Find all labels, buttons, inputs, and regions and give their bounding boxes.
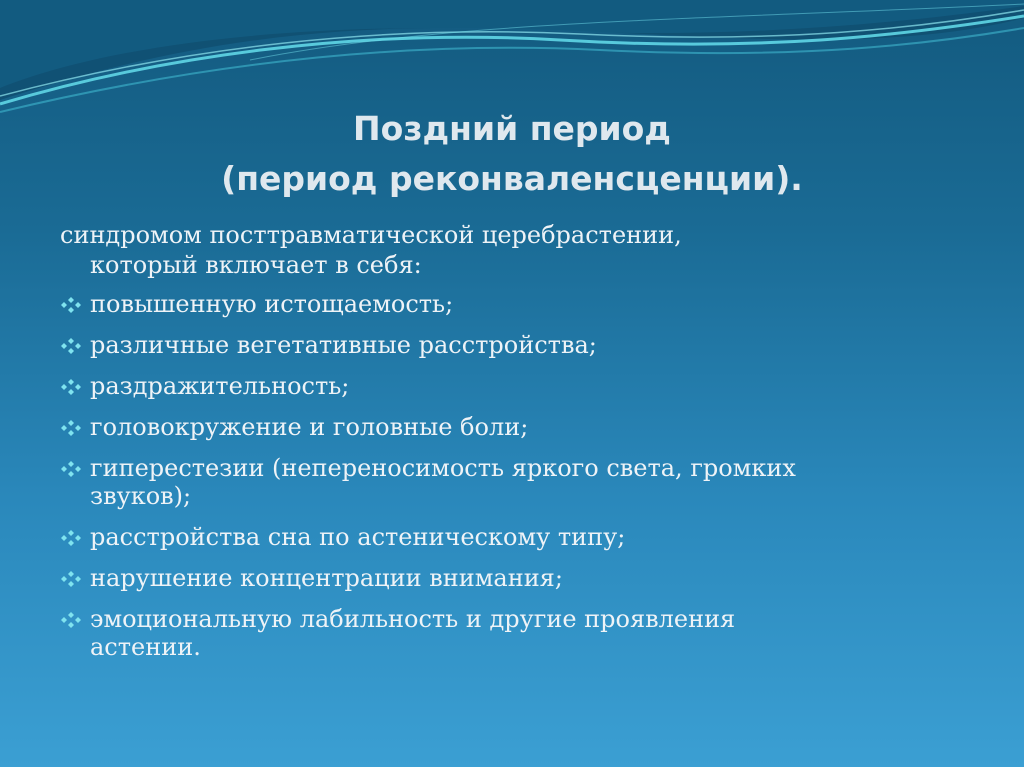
list-item-text: расстройства сна по астеническому типу; (90, 523, 626, 551)
list-item (60, 454, 960, 510)
diamond-bullet-icon (60, 530, 82, 546)
list-item (60, 290, 960, 318)
intro-text (60, 220, 960, 280)
diamond-bullet-icon (60, 297, 82, 313)
list-item (60, 605, 960, 661)
list-item (60, 372, 960, 400)
list-item (60, 413, 960, 441)
list-item-text: нарушение концентрации внимания; (90, 564, 563, 592)
diamond-bullet-icon (60, 338, 82, 354)
list-item-text: головокружение и головные боли; (90, 413, 529, 441)
diamond-bullet-icon (60, 379, 82, 395)
list-item-text: эмоциональную лабильность и другие проявления (90, 605, 736, 633)
diamond-bullet-icon (60, 612, 82, 628)
intro-line-2: который включает в себя: (90, 251, 422, 279)
symptom-list (60, 290, 960, 674)
title-line-1: Поздний период (353, 109, 671, 148)
list-item-text-cont: астении. (90, 633, 201, 661)
list-item (60, 523, 960, 551)
title-line-2: (период реконваленсценции). (221, 159, 803, 198)
list-item (60, 331, 960, 359)
diamond-bullet-icon (60, 461, 82, 477)
diamond-bullet-icon (60, 420, 82, 436)
list-item-text-cont: звуков); (90, 482, 192, 510)
diamond-bullet-icon (60, 571, 82, 587)
slide-title (0, 104, 1024, 204)
list-item-text: раздражительность; (90, 372, 350, 400)
list-item-text: различные вегетативные расстройства; (90, 331, 597, 359)
list-item-text: гиперестезии (непереносимость яркого света, громких (90, 454, 796, 482)
intro-line-1: синдромом посттравматической церебрастении, (60, 221, 682, 249)
list-item-text: повышенную истощаемость; (90, 290, 454, 318)
list-item (60, 564, 960, 592)
